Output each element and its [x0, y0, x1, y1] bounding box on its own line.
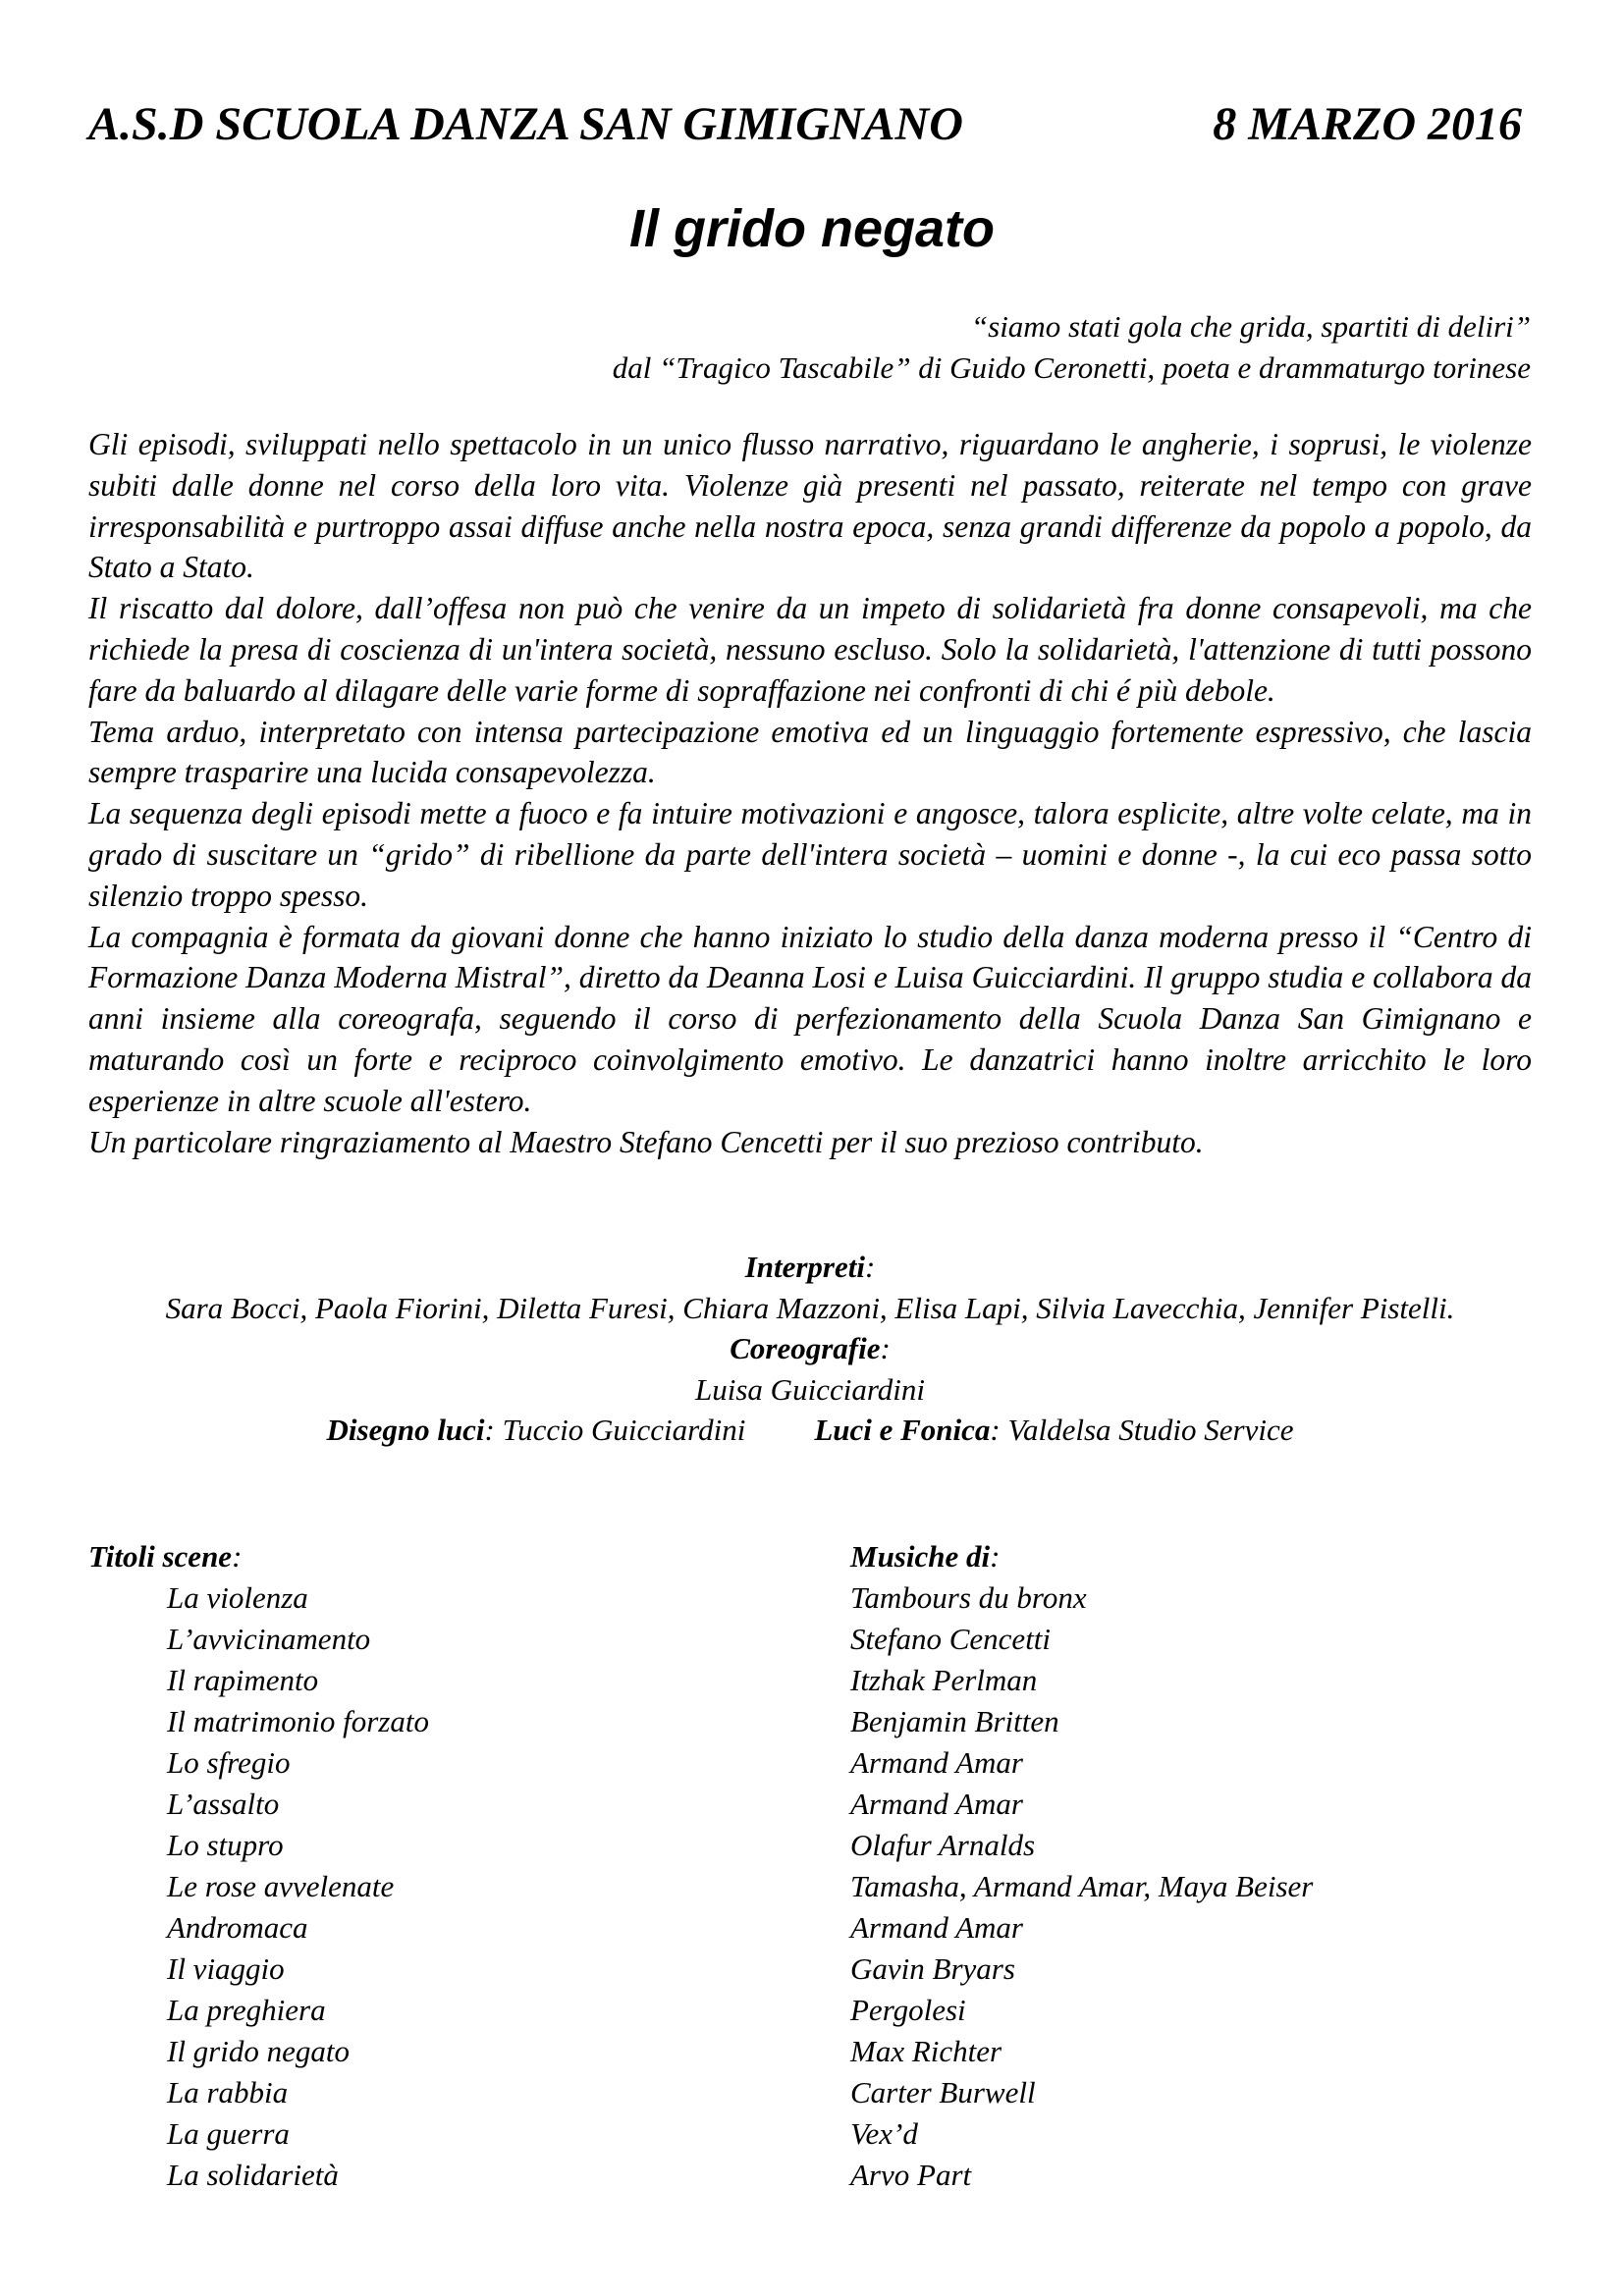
- list-item: Stefano Cencetti: [850, 1622, 1052, 1656]
- list-item: La preghiera: [167, 1993, 326, 2027]
- lighting-name: Tuccio Guicciardini: [502, 1413, 746, 1447]
- list-item: Il viaggio: [167, 1951, 285, 1986]
- credits: [88, 1247, 1532, 1451]
- list-item: Il matrimonio forzato: [167, 1704, 429, 1738]
- paragraph: Tema arduo, interpretato con intensa partecipazione emotiva ed un linguaggio fortemente espressivo, che lascia sempre trasparire una lucida consapevolezza.: [88, 714, 1532, 790]
- sound-name: Valdelsa Studio Service: [1007, 1413, 1294, 1447]
- list-item: Vex’d: [850, 2116, 918, 2151]
- list-item: Armand Amar: [850, 1745, 1023, 1780]
- music-heading-line: Musiche di:: [850, 1539, 1001, 1574]
- list-item: La violenza: [167, 1580, 308, 1615]
- scene-titles-heading: Titoli scene: [88, 1539, 233, 1574]
- music-column: [850, 1536, 1538, 2196]
- epigraph-source: dal “Tragico Tascabile” di Guido Ceronetti, poeta e drammaturgo torinese: [612, 350, 1531, 385]
- interpreters-list: Sara Bocci, Paola Fiorini, Diletta Furesi, Chiara Mazzoni, Elisa Lapi, Silvia Lavecchia, Jennifer Pistelli.: [165, 1290, 1455, 1325]
- description: [88, 424, 1532, 1162]
- paragraph: Un particolare ringraziamento al Maestro Stefano Cencetti per il suo prezioso contributo.: [88, 1124, 1204, 1159]
- list-item: Armand Amar: [850, 1910, 1023, 1945]
- list-item: Andromaca: [167, 1910, 308, 1945]
- list-item: Armand Amar: [850, 1787, 1023, 1821]
- list-item: Il rapimento: [167, 1663, 319, 1697]
- scene-titles-heading-line: Titoli scene:: [88, 1539, 243, 1574]
- paragraph: Il riscatto dal dolore, dall’offesa non può che venire da un impeto di solidarietà fra donne consapevoli, ma che richiede la presa di coscienza di un'intera società, nessuno escluso. Solo la solidarietà, l'attenzione di tutti possono fare da baluardo al dilagare delle varie forme di sopraffazione nei confronti di chi é più debole.: [88, 591, 1532, 708]
- list-item: La guerra: [167, 2116, 290, 2151]
- list-item: Il grido negato: [167, 2034, 350, 2068]
- scene-titles-column: [88, 1536, 776, 2196]
- list-item: Tambours du bronx: [850, 1580, 1087, 1615]
- list-item: Lo sfregio: [167, 1745, 291, 1780]
- paragraph: Gli episodi, sviluppati nello spettacolo in un unico flusso narrativo, riguardano le angherie, i soprusi, le violenze subiti dalle donne nel corso della loro vita. Violenze già presenti nel passato, reiterate nel tempo con grave irresponsabilità e purtroppo assai diffuse anche nella nostra epoca, senza grandi differenze da popolo a popolo, da Stato a Stato.: [88, 427, 1532, 585]
- document-header: [88, 90, 1522, 159]
- list-item: Gavin Bryars: [850, 1951, 1015, 1986]
- list-item: La solidarietà: [167, 2158, 339, 2192]
- list-item: Arvo Part: [850, 2158, 972, 2192]
- scene-list: [88, 1577, 776, 2196]
- list-item: Lo stupro: [167, 1828, 284, 1862]
- lighting-sound-row: Disegno luci: Tuccio Guicciardini Luci e Fonica: Valdelsa Studio Service: [326, 1413, 1294, 1447]
- paragraph: La compagnia è formata da giovani donne che hanno iniziato lo studio della danza moderna presso il “Centro di Formazione Danza Moderna Mistral”, diretto da Deanna Losi e Luisa Guicciardini. Il gruppo studia e collabora da anni insieme alla coreografa, seguendo il corso di perfezionamento della Scuola Danza San Gimignano e maturando così un forte e reciproco coinvolgimento emotivo. Le danzatrici hanno inoltre arricchito le loro esperienze in altre scuole all'estero.: [88, 919, 1532, 1118]
- music-heading: Musiche di: [850, 1539, 991, 1574]
- interpreters-heading: Interpreti: [744, 1250, 865, 1284]
- sound-heading: Luci e Fonica: [814, 1413, 991, 1447]
- list-item: Benjamin Britten: [850, 1704, 1059, 1738]
- list-item: Carter Burwell: [850, 2075, 1036, 2109]
- epigraph: [613, 306, 1531, 389]
- list-item: Tamasha, Armand Amar, Maya Beiser: [850, 1869, 1314, 1903]
- list-item: Pergolesi: [850, 1993, 966, 2027]
- choreography-heading: Coreografie: [730, 1331, 881, 1365]
- lighting-heading: Disegno luci: [326, 1413, 485, 1447]
- list-item: La rabbia: [167, 2075, 289, 2109]
- music-list: [850, 1577, 1538, 2196]
- list-item: L’assalto: [167, 1787, 280, 1821]
- list-item: Itzhak Perlman: [850, 1663, 1038, 1697]
- choreography-heading-line: Coreografie:: [730, 1331, 891, 1365]
- interpreters-heading-line: Interpreti:: [744, 1250, 876, 1284]
- organization-name: A.S.D SCUOLA DANZA SAN GIMIGNANO: [88, 98, 963, 150]
- list-item: Le rose avvelenate: [167, 1869, 395, 1903]
- choreographer-name: Luisa Guicciardini: [695, 1371, 925, 1407]
- list-item: Olafur Arnalds: [850, 1828, 1036, 1862]
- paragraph: La sequenza degli episodi mette a fuoco e fa intuire motivazioni e angosce, talora esplicite, altre volte celate, ma in grado di suscitare un “grido” di ribellione da parte dell'intera società – uomini e donne -, la cui eco passa sotto silenzio troppo spesso.: [88, 796, 1532, 913]
- show-title: Il grido negato: [629, 199, 995, 258]
- list-item: Max Richter: [850, 2034, 1002, 2068]
- event-date: 8 MARZO 2016: [1213, 98, 1522, 150]
- list-item: L’avvicinamento: [167, 1622, 371, 1656]
- epigraph-quote: “siamo stati gola che grida, spartiti di deliri”: [970, 309, 1531, 344]
